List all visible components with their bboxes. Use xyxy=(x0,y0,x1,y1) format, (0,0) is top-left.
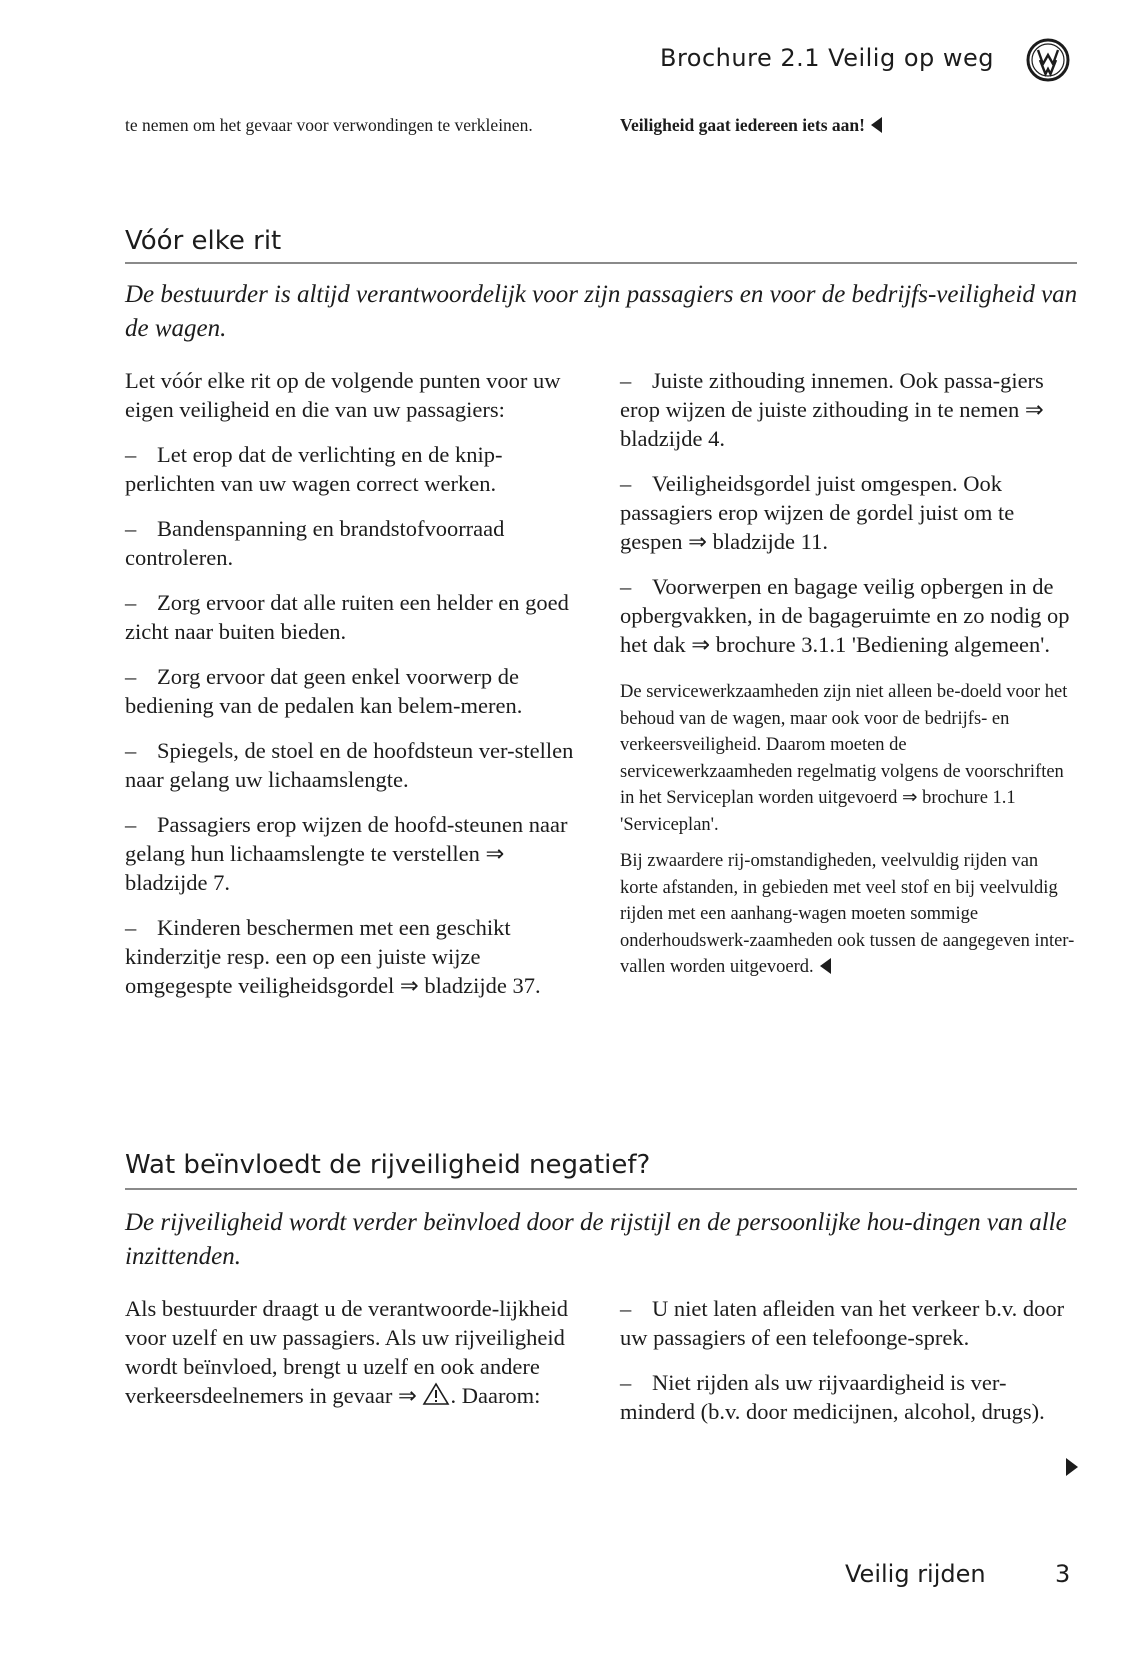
intro-paragraph: Let vóór elke rit op de volgende punten voor uw eigen veiligheid en die van uw passagiers: xyxy=(125,368,561,422)
end-of-section-icon xyxy=(820,958,831,974)
end-of-section-icon xyxy=(871,117,882,133)
section2-left-column xyxy=(125,1294,585,1410)
section-divider xyxy=(125,262,1077,264)
list-item: – Zorg ervoor dat alle ruiten een helder en goed zicht naar buiten bieden. xyxy=(125,588,585,646)
section1-left-column xyxy=(125,366,585,1016)
service-note-text: Bij zwaardere rij-omstandigheden, veelvuldig rijden van korte afstanden, in gebieden met veel stof en bij veelvuldig rijden met een aanhang-wagen moeten sommige onderhoudswerk-zaamheden ook tussen de aangegeven inter-vallen worden uitgevoerd. xyxy=(620,851,1075,977)
intro-paragraph xyxy=(125,1294,585,1410)
list-item: – Kinderen beschermen met een geschikt kinderzitje resp. een op een juiste wijze omgegespte veiligheidsgordel ⇒ bladzijde 37. xyxy=(125,913,585,1000)
list-item: – U niet laten afleiden van het verkeer b.v. door uw passagiers of een telefoonge-sprek. xyxy=(620,1294,1080,1352)
section-lead: De rijveiligheid wordt verder beïnvloed door de rijstijl en de persoonlijke hou-dingen van alle inzittenden. xyxy=(125,1209,1067,1270)
continued-text: te nemen om het gevaar voor verwondingen te verkleinen. xyxy=(125,115,533,135)
section2-right-column xyxy=(620,1294,1080,1442)
intro-text: Als bestuurder draagt u de verantwoorde-lijkheid voor uzelf en uw passagiers. Als uw rijveiligheid wordt beïnvloed, brengt u uzelf en ook andere verkeersdeelnemers in gevaar ⇒ xyxy=(125,1296,568,1408)
service-note-paragraph: De servicewerkzaamheden zijn niet alleen be-doeld voor het behoud van de wagen, maar ook voor de bedrijfs- en verkeersveiligheid. Daarom moeten de servicewerkzaamheden regelmatig volgens de voorschriften in het Serviceplan worden uitgevoerd ⇒ brochure 1.1 'Serviceplan'. xyxy=(620,682,1068,835)
footer-title: Veilig rijden xyxy=(845,1560,986,1588)
list-item: – Veiligheidsgordel juist omgespen. Ook passagiers erop wijzen de gordel juist om te gespen ⇒ bladzijde 11. xyxy=(620,469,1080,556)
section-divider xyxy=(125,1188,1077,1190)
service-note xyxy=(620,679,1080,981)
list-item: – Let erop dat de verlichting en de knip-perlichten van uw wagen correct werken. xyxy=(125,440,585,498)
list-item: – Spiegels, de stoel en de hoofdsteun ver-stellen naar gelang uw lichaamslengte. xyxy=(125,736,585,794)
warning-triangle-icon[interactable] xyxy=(422,1382,450,1406)
list-item: – Zorg ervoor dat geen enkel voorwerp de bediening van de pedalen kan belem-meren. xyxy=(125,662,585,720)
section1-right-column xyxy=(620,366,1080,981)
vw-logo-icon xyxy=(1026,38,1070,82)
page-number: 3 xyxy=(1055,1560,1071,1588)
section-lead: De bestuurder is altijd verantwoordelijk voor zijn passagiers en voor de bedrijfs-veiligheid van de wagen. xyxy=(125,281,1078,342)
header-title: Brochure 2.1 Veilig op weg xyxy=(660,44,994,72)
list-item: – Voorwerpen en bagage veilig opbergen in de opbergvakken, in de bagageruimte en zo nodig op het dak ⇒ brochure 3.1.1 'Bediening algemeen'. xyxy=(620,572,1080,659)
list-item: – Niet rijden als uw rijvaardigheid is ver-minderd (b.v. door medicijnen, alcohol, drugs). xyxy=(620,1368,1080,1426)
section-heading-negative-influences: Wat beïnvloedt de rijveiligheid negatief? xyxy=(125,1150,651,1180)
list-item: – Juiste zithouding innemen. Ook passa-giers erop wijzen de juiste zithouding in te nemen ⇒ bladzijde 4. xyxy=(620,366,1080,453)
safety-remark-text: Veiligheid gaat iedereen iets aan! xyxy=(620,115,865,135)
section-heading-before-each-ride: Vóór elke rit xyxy=(125,226,282,256)
safety-remark xyxy=(620,112,1080,138)
list-item: – Bandenspanning en brandstofvoorraad controleren. xyxy=(125,514,585,572)
list-item: – Passagiers erop wijzen de hoofd-steunen naar gelang hun lichaamslengte te verstellen ⇒ bladzijde 7. xyxy=(125,810,585,897)
continued-next-page-icon xyxy=(1066,1458,1078,1476)
service-note-paragraph xyxy=(620,848,1080,981)
intro-text-end: . Daarom: xyxy=(450,1383,541,1408)
